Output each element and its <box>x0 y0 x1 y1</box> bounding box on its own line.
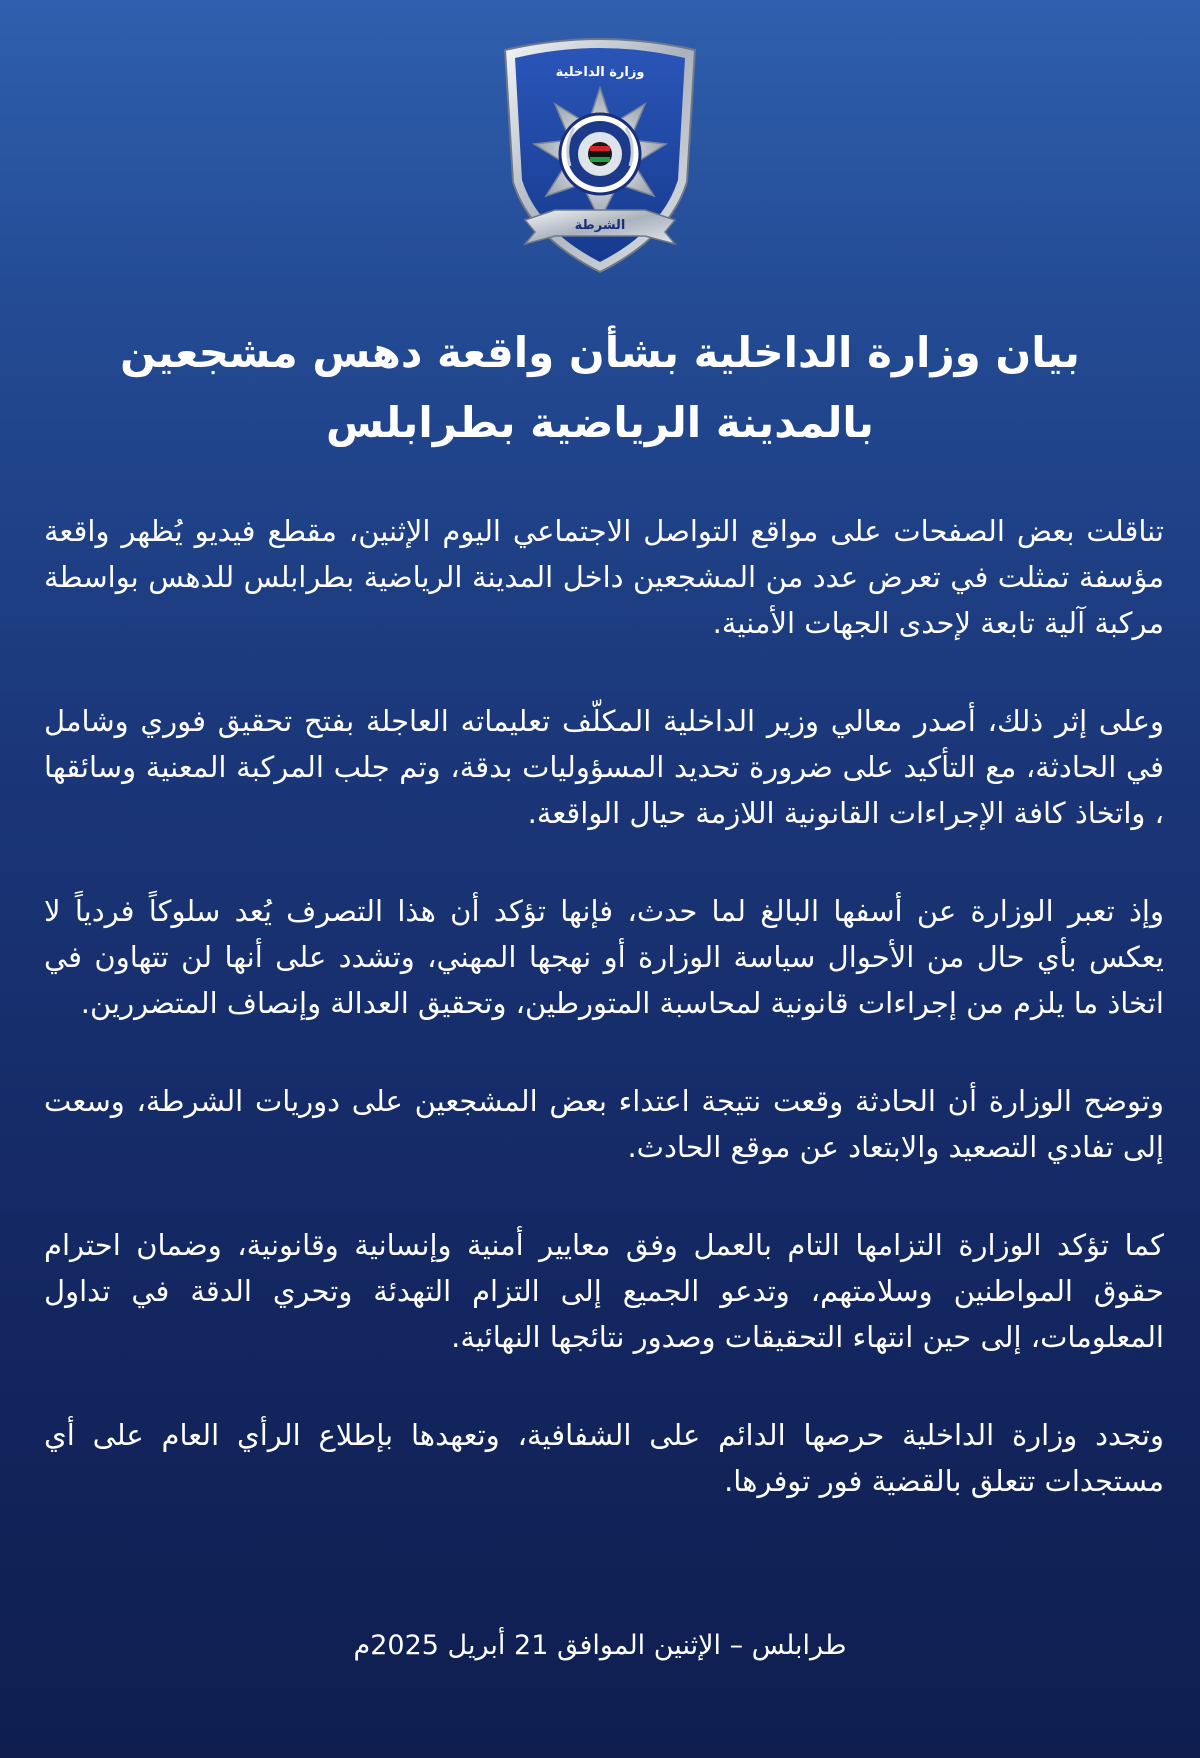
paragraph-5: كما تؤكد الوزارة التزامها التام بالعمل وفق معايير أمنية وإنسانية وقانونية، وضمان احترام حقوق المواطنين وسلامتهم، وتدعو الجميع إلى التزام التهدئة وتحري الدقة في تداول المعلومات، إلى حين انتهاء التحقيقات وصدور نتائجها النهائية. <box>44 1228 1164 1354</box>
title-line-1: بيان وزارة الداخلية بشأن واقعة دهس مشجعين <box>120 328 1080 377</box>
paragraph-1: تناقلت بعض الصفحات على مواقع التواصل الاجتماعي اليوم الإثنين، مقطع فيديو يُظهر واقعة مؤسفة تمثلت في تعرض عدد من المشجعين داخل المدينة الرياضية بطرابلس للدهس بواسطة مركبة آلية تابعة لإحدى الجهات الأمنية. <box>44 514 1164 640</box>
paragraph-3: وإذ تعبر الوزارة عن أسفها البالغ لما حدث، فإنها تؤكد أن هذا التصرف يُعد سلوكاً فردياً لا يعكس بأي حال من الأحوال سياسة الوزارة أو نهجها المهني، وتشدد على أنها لن تتهاون في اتخاذ ما يلزم من إجراءات قانونية لمحاسبة المتورطين، وتحقيق العدالة وإنصاف المتضررين. <box>44 894 1164 1020</box>
statement-body <box>44 508 1164 1554</box>
ministry-emblem <box>495 32 705 277</box>
paragraph-4: وتوضح الوزارة أن الحادثة وقعت نتيجة اعتداء بعض المشجعين على دوريات الشرطة، وسعت إلى تفادي التصعيد والابتعاد عن موقع الحادث. <box>44 1084 1164 1164</box>
police-badge-icon <box>495 32 705 277</box>
paragraph-6: وتجدد وزارة الداخلية حرصها الدائم على الشفافية، وتعهدها بإطلاع الرأي العام على أي مستجدات تتعلق بالقضية فور توفرها. <box>44 1418 1164 1498</box>
emblem-ribbon-text: الشرطة <box>574 218 626 233</box>
title-line-2: بالمدينة الرياضية بطرابلس <box>326 398 874 447</box>
emblem-top-text: وزارة الداخلية <box>555 65 645 80</box>
paragraph-2: وعلى إثر ذلك، أصدر معالي وزير الداخلية المكلّف تعليماته العاجلة بفتح تحقيق فوري وشامل في الحادثة، مع التأكيد على ضرورة تحديد المسؤوليات بدقة، وتم جلب المركبة المعنية وسائقها ، واتخاذ كافة الإجراءات القانونية اللازمة حيال الواقعة. <box>44 704 1164 830</box>
date-line: طرابلس – الإثنين الموافق 21 أبريل 2025م <box>353 1630 847 1661</box>
statement-title <box>40 318 1160 458</box>
